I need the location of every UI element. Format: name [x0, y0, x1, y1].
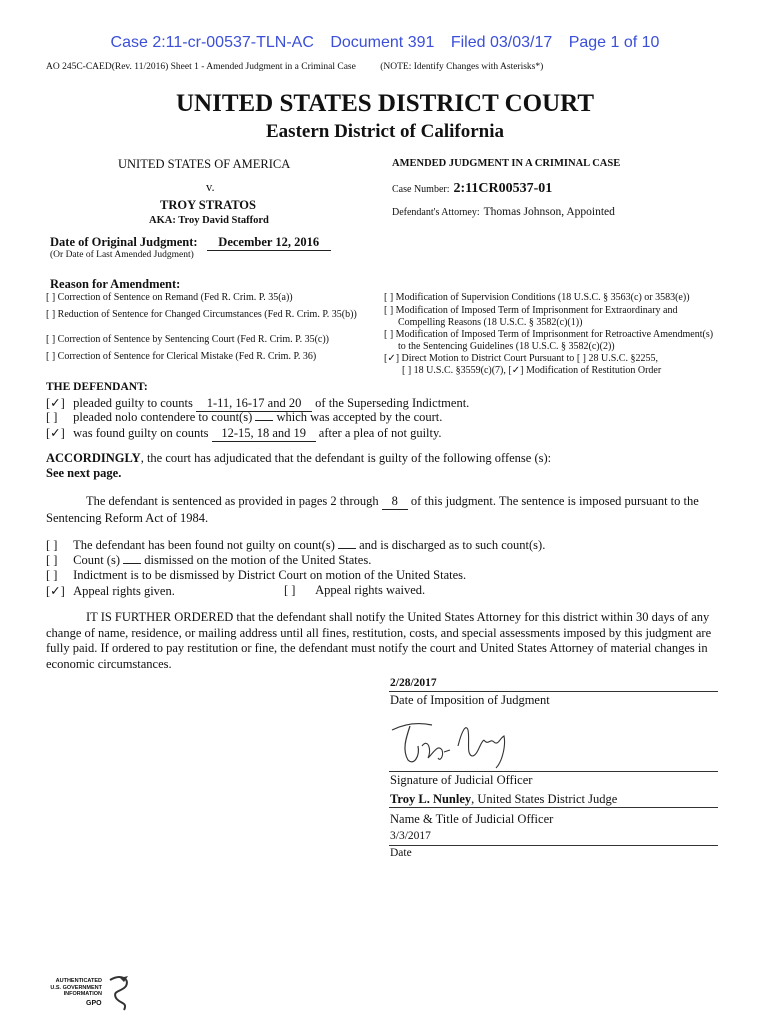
imposition-date-rule — [389, 691, 718, 692]
gpo-authentication-seal — [46, 972, 146, 1016]
imposition-date: 2/28/2017 — [390, 677, 437, 689]
appeal-waived-checkbox: [ ] — [284, 583, 296, 597]
signed-date: 3/3/2017 — [390, 830, 431, 842]
original-judgment-date: December 12, 2016 — [207, 235, 331, 251]
defendant-name: TROY STRATOS — [160, 198, 256, 212]
sentence-statement-cont: Sentencing Reform Act of 1984. — [46, 511, 209, 525]
form-number: AO 245C-CAED(Rev. 11/2016) Sheet 1 - Amended Judgment in a Criminal Case — [46, 62, 356, 72]
appeal-given-checkbox: [✓] — [46, 584, 65, 598]
original-judgment-note: (Or Date of Last Amended Judgment) — [50, 250, 194, 260]
attorney-name: Thomas Johnson, Appointed — [483, 206, 615, 218]
gpo-label: GPO — [86, 1000, 102, 1007]
reason-checkbox: [ ] — [384, 329, 394, 340]
disposition-checkbox: [ ] — [46, 538, 58, 552]
counts-fill: 1-11, 16-17 and 20 — [196, 396, 312, 412]
signature-rule — [389, 771, 718, 772]
plea-line: [✓] pleaded guilty to counts 1-11, 16-17 and 20 of the Superseding Indictment. — [46, 396, 470, 410]
judgment-type: AMENDED JUDGMENT IN A CRIMINAL CASE — [392, 158, 621, 169]
reason-item: [ ] Correction of Sentence by Sentencing Court (Fed R. Crim. P. 35(c)) — [46, 334, 330, 345]
case-number-label: Case Number: — [392, 184, 450, 195]
plea-line: [ ] pleaded nolo contendere to count(s) which was accepted by the court. — [46, 410, 443, 424]
disposition-checkbox: [ ] — [46, 553, 58, 567]
reason-item: [✓] Direct Motion to District Court Pursuant to [ ] 28 U.S.C. §2255, — [384, 353, 658, 364]
reason-checkbox: [✓] — [508, 365, 524, 376]
gpo-seal-text: AUTHENTICATED U.S. GOVERNMENT INFORMATION — [50, 978, 102, 997]
case-number-value: 2:11CR00537-01 — [453, 181, 553, 196]
reason-checkbox: [ ] — [384, 292, 394, 303]
further-ordered-paragraph: IT IS FURTHER ORDERED that the defendant shall notify the United States Attorney for this district within 30 days of any change of name, residence, or mailing address until all fines, restitution, costs, and special assessments imposed by this judgment are fully paid. If ordered to pay restitution or fine, the defendant must notify the court and United States Attorney of material changes in economic circumstances. — [46, 610, 712, 671]
signature-label: Signature of Judicial Officer — [390, 773, 533, 787]
defendant-heading: THE DEFENDANT: — [46, 381, 148, 393]
reason-checkbox: [ ] — [46, 292, 56, 303]
judge-name-rule — [389, 807, 718, 808]
form-identifier-line — [46, 62, 543, 72]
attorney-label: Defendant's Attorney: — [392, 207, 480, 218]
reason-checkbox: [ ] — [402, 365, 412, 376]
reason-heading: Reason for Amendment: — [50, 277, 181, 291]
reason-item: [ ] Modification of Imposed Term of Imprisonment for Retroactive Amendment(s) — [384, 329, 714, 340]
accordingly-statement: ACCORDINGLY, the court has adjudicated that the defendant is guilty of the following offense (s): — [46, 451, 552, 465]
attorney-row — [392, 202, 615, 220]
filed-date-stamp: Filed 03/03/17 — [450, 34, 553, 51]
reason-checkbox: [ ] — [46, 309, 56, 320]
disposition-line: [ ] The defendant has been found not guilty on count(s) and is discharged as to such count(s). — [46, 538, 546, 552]
reason-item-continuation: to the Sentencing Guidelines (18 U.S.C. § 3582(c)(2)) — [398, 341, 615, 352]
document-number-stamp: Document 391 — [330, 34, 435, 51]
judge-name-line — [390, 792, 617, 807]
disposition-checkbox: [ ] — [46, 568, 58, 582]
case-number-stamp: Case 2:11-cr-00537-TLN-AC — [110, 34, 314, 51]
reason-item: [ ] Correction of Sentence on Remand (Fed R. Crim. P. 35(a)) — [46, 292, 293, 303]
page-count-stamp: Page 1 of 10 — [568, 34, 660, 51]
name-title-label: Name & Title of Judicial Officer — [390, 812, 554, 826]
disposition-line: [ ] Count (s) dismissed on the motion of the United States. — [46, 553, 372, 567]
reason-checkbox: [ ] — [46, 334, 56, 345]
reason-item-continuation: Compelling Reasons (18 U.S.C. § 3582(c)(1)) — [398, 317, 583, 328]
see-next-page: See next page. — [46, 466, 122, 480]
plaintiff-name: UNITED STATES OF AMERICA — [118, 157, 291, 171]
versus-label: v. — [206, 180, 215, 194]
case-number-row — [392, 179, 552, 197]
reason-checkbox: [✓] — [384, 353, 400, 364]
form-note: (NOTE: Identify Changes with Asterisks*) — [380, 62, 544, 72]
case-header-banner — [0, 34, 770, 52]
reason-item: [ ] Reduction of Sentence for Changed Circumstances (Fed R. Crim. P. 35(b)) — [46, 309, 357, 320]
defendant-aka: AKA: Troy David Stafford — [149, 215, 269, 226]
court-name: UNITED STATES DISTRICT COURT — [176, 90, 594, 117]
plea-checkbox: [✓] — [46, 426, 65, 440]
reason-item: [ ] 18 U.S.C. §3559(c)(7), [✓] Modification of Restitution Order — [402, 365, 662, 376]
disposition-line: [ ] Indictment is to be dismissed by District Court on motion of the United States. — [46, 568, 467, 582]
court-district: Eastern District of California — [266, 121, 504, 142]
sentence-pages-fill: 8 — [382, 494, 408, 510]
appeal-waived-line: [ ] Appeal rights waived. — [284, 583, 426, 597]
reason-checkbox: [ ] — [46, 351, 56, 362]
plea-checkbox: [✓] — [46, 396, 65, 410]
original-judgment-label: Date of Original Judgment: — [50, 235, 198, 249]
reason-item: [ ] Correction of Sentence for Clerical Mistake (Fed R. Crim. P. 36) — [46, 351, 317, 362]
counts-fill — [255, 420, 273, 421]
sentence-statement: The defendant is sentenced as provided in pages 2 through 8 of this judgment. The sentence is imposed pursuant to the — [86, 494, 699, 508]
reason-checkbox: [ ] — [576, 353, 586, 364]
appeal-line: [✓] Appeal rights given. — [46, 584, 175, 598]
signed-date-label: Date — [390, 847, 412, 859]
eagle-icon — [106, 974, 132, 1014]
reason-checkbox: [ ] — [384, 305, 394, 316]
reason-item: [ ] Modification of Supervision Conditions (18 U.S.C. § 3563(c) or 3583(e)) — [384, 292, 690, 303]
signed-date-rule — [389, 845, 718, 846]
counts-fill: 12-15, 18 and 19 — [212, 426, 316, 442]
reason-item: [ ] Modification of Imposed Term of Imprisonment for Extraordinary and — [384, 305, 678, 316]
judge-name: Troy L. Nunley — [390, 792, 472, 806]
plea-line: [✓] was found guilty on counts 12-15, 18 and 19 after a plea of not guilty. — [46, 426, 442, 440]
original-judgment-row — [50, 235, 331, 251]
judge-title: , United States District Judge — [471, 792, 618, 806]
imposition-date-label: Date of Imposition of Judgment — [390, 693, 550, 707]
judge-signature — [388, 716, 518, 772]
plea-checkbox: [ ] — [46, 410, 58, 424]
